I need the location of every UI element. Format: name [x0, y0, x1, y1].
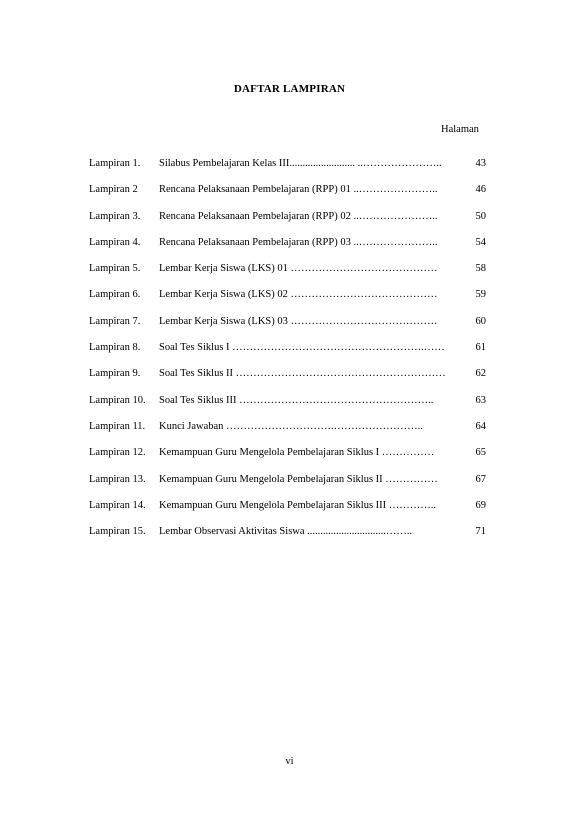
appendix-label: Lampiran 3.	[89, 210, 141, 222]
page-column-label: Halaman	[441, 124, 479, 135]
appendix-title: Kemampuan Guru Mengelola Pembelajaran Siklus I ……………	[159, 447, 435, 459]
appendix-page: 58	[475, 263, 486, 275]
list-item	[89, 444, 489, 470]
appendix-label: Lampiran 8.	[89, 342, 141, 354]
list-item	[89, 471, 489, 497]
list-item	[89, 313, 489, 339]
appendix-title: Lembar Kerja Siswa (LKS) 03 ……………………………………	[159, 315, 438, 327]
list-item	[89, 392, 489, 418]
appendix-title: Soal Tes Siklus II ……………………………………………………	[159, 368, 446, 380]
appendix-title: Soal Tes Siklus III ………………………………………………..	[159, 394, 434, 406]
appendix-title: Rencana Pelaksanaan Pembelajaran (RPP) 01 ..…………………..	[159, 184, 438, 196]
appendix-page: 64	[475, 420, 486, 432]
appendix-title: Rencana Pelaksanaan Pembelajaran (RPP) 03 ..…………………..	[159, 236, 438, 248]
appendix-page: 54	[475, 236, 486, 248]
list-item	[89, 234, 489, 260]
appendix-label: Lampiran 11.	[89, 420, 146, 432]
appendix-label: Lampiran 1.	[89, 158, 141, 169]
appendix-label: Lampiran 9.	[89, 368, 141, 380]
appendix-page: 60	[475, 315, 486, 327]
appendix-page: 67	[475, 473, 486, 485]
appendix-label: Lampiran 15.	[89, 526, 146, 538]
appendix-page: 65	[475, 447, 486, 459]
appendix-label: Lampiran 6.	[89, 289, 141, 301]
appendix-label: Lampiran 14.	[89, 499, 146, 511]
appendix-title: Lembar Kerja Siswa (LKS) 02 ……………………………………	[159, 289, 438, 301]
appendix-page: 50	[475, 210, 486, 222]
appendix-title: Rencana Pelaksanaan Pembelajaran (RPP) 02 ..…………………..	[159, 210, 438, 222]
list-item	[89, 260, 489, 286]
appendix-page: 71	[475, 526, 486, 538]
appendix-label: Lampiran 12.	[89, 447, 146, 459]
list-item	[89, 523, 489, 549]
appendix-page: 61	[475, 342, 486, 354]
appendix-page: 62	[475, 368, 486, 380]
appendix-page: 46	[475, 184, 486, 196]
list-item	[89, 339, 489, 365]
appendix-title: Soal Tes Siklus I ……………………………………………….……	[159, 342, 445, 354]
list-item	[89, 418, 489, 444]
appendix-page: 69	[475, 499, 486, 511]
appendix-title: Silabus Pembelajaran Kelas III......................... ..…………………..	[159, 158, 442, 169]
appendix-page: 63	[475, 394, 486, 406]
appendix-label: Lampiran 2	[89, 184, 138, 196]
list-item	[89, 497, 489, 523]
appendix-title: Lembar Kerja Siswa (LKS) 01 ……………………………………	[159, 263, 438, 275]
appendix-label: Lampiran 13.	[89, 473, 146, 485]
appendix-page: 43	[475, 158, 486, 169]
appendix-label: Lampiran 7.	[89, 315, 141, 327]
appendix-title: Lembar Observasi Aktivitas Siswa ..............................……..	[159, 526, 413, 538]
list-item	[89, 208, 489, 234]
appendix-title: Kunci Jawaban ………………………….……………………..	[159, 420, 423, 432]
list-item	[89, 365, 489, 391]
appendix-label: Lampiran 4.	[89, 236, 141, 248]
appendix-page: 59	[475, 289, 486, 301]
appendix-title: Kemampuan Guru Mengelola Pembelajaran Siklus II ……………	[159, 473, 438, 485]
list-item	[89, 286, 489, 312]
list-item	[89, 155, 489, 181]
appendix-label: Lampiran 10.	[89, 394, 146, 406]
appendix-label: Lampiran 5.	[89, 263, 141, 275]
appendix-list	[89, 155, 489, 549]
page-number: vi	[285, 756, 294, 767]
appendix-title: Kemampuan Guru Mengelola Pembelajaran Siklus III …………..	[159, 499, 437, 511]
page-title: DAFTAR LAMPIRAN	[233, 83, 346, 95]
list-item	[89, 181, 489, 207]
